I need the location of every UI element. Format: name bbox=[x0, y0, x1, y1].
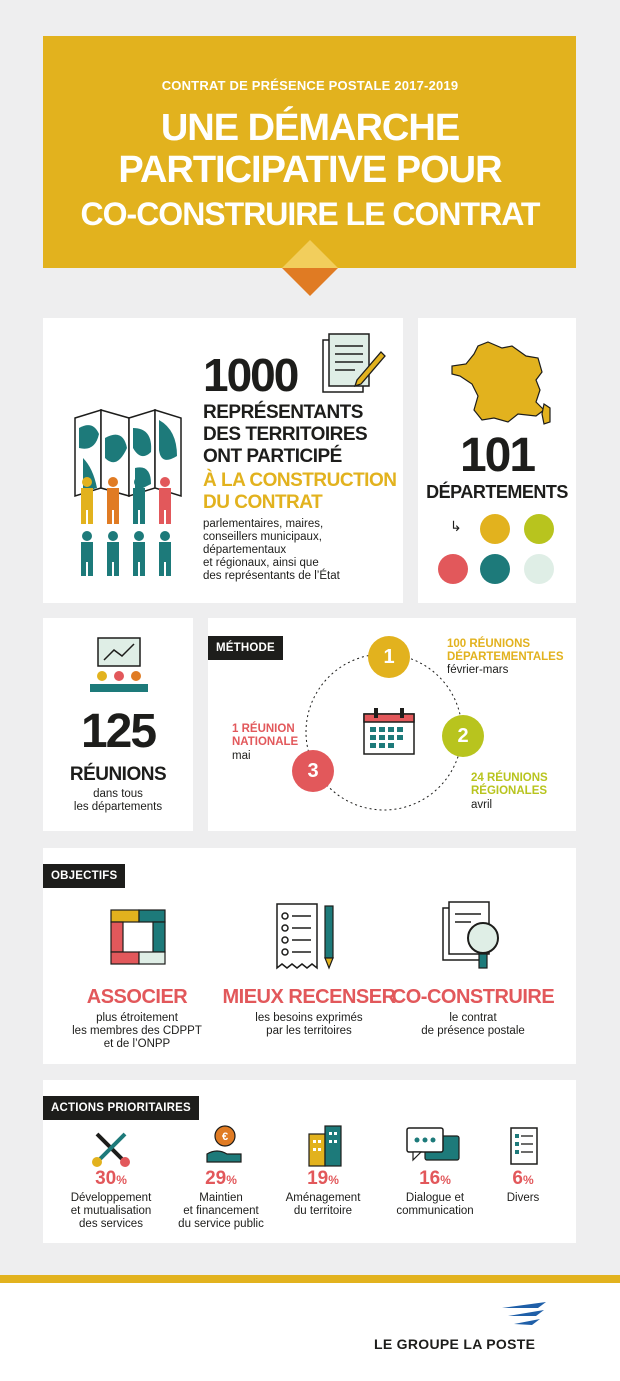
step2-title2: RÉGIONALES bbox=[471, 785, 548, 797]
action5-label1: Divers bbox=[506, 1192, 540, 1204]
reunions-count: 125 bbox=[80, 705, 156, 758]
step1-when: février-mars bbox=[447, 664, 509, 676]
reunion-icon bbox=[480, 554, 510, 584]
action2-number: 29 bbox=[205, 1168, 227, 1189]
action1-label2: et mutualisation bbox=[70, 1205, 152, 1217]
header-title-line1: UNE DÉMARCHE bbox=[160, 107, 460, 149]
representatives-line2: DES TERRITOIRES bbox=[203, 424, 368, 445]
hands-icon bbox=[105, 904, 171, 970]
objectif1-title: ASSOCIER bbox=[86, 986, 188, 1008]
objectif3-desc2: de présence postale bbox=[421, 1025, 525, 1037]
action3-number: 19 bbox=[307, 1168, 329, 1189]
action1-label3: des services bbox=[79, 1218, 143, 1230]
martinique-icon bbox=[524, 514, 554, 544]
departements-arrow: ↳ bbox=[450, 518, 462, 534]
guadeloupe-icon bbox=[480, 514, 510, 544]
euro-hand-icon bbox=[205, 1124, 245, 1168]
representatives-count: 1000 bbox=[203, 349, 298, 401]
objectif2-title: MIEUX RECENSER bbox=[222, 986, 396, 1008]
footer-brand: LE GROUPE LA POSTE bbox=[374, 1336, 536, 1352]
representatives-card bbox=[43, 318, 403, 603]
step3-title2: NATIONALE bbox=[232, 736, 299, 748]
step1-title1: 100 RÉUNIONS bbox=[447, 638, 531, 650]
objectif3-desc1: le contrat bbox=[449, 1012, 497, 1024]
reunions-detail1: dans tous bbox=[93, 788, 143, 800]
step3-when: mai bbox=[232, 750, 251, 762]
header-kicker: CONTRAT DE PRÉSENCE POSTALE 2017-2019 bbox=[161, 78, 459, 93]
objectif1-desc2: les membres des CDPPT bbox=[72, 1025, 202, 1037]
list-icon bbox=[509, 1126, 539, 1168]
chat-bubbles-icon bbox=[405, 1126, 463, 1168]
action5-unit: % bbox=[522, 1173, 534, 1187]
departements-count: 101 bbox=[459, 429, 535, 482]
actions-card bbox=[43, 1080, 576, 1243]
objectifs-card bbox=[43, 848, 576, 1064]
action1-unit: % bbox=[116, 1173, 127, 1187]
checklist-pencil-icon bbox=[275, 902, 341, 972]
action2-value bbox=[171, 1168, 271, 1190]
mayotte-icon bbox=[524, 554, 554, 584]
step2-title1: 24 RÉUNIONS bbox=[471, 772, 548, 784]
representatives-detail5: des représentants de l’État bbox=[203, 570, 340, 582]
action3-label2: du territoire bbox=[293, 1205, 353, 1217]
objectif2-desc2: par les territoires bbox=[266, 1025, 352, 1037]
footer-bar bbox=[0, 1275, 620, 1283]
action2-label3: du service public bbox=[178, 1218, 264, 1230]
objectif2-desc1: les besoins exprimés bbox=[255, 1012, 363, 1024]
action4-label2: communication bbox=[396, 1205, 474, 1217]
guyane-icon bbox=[438, 554, 468, 584]
header-title-line2: PARTICIPATIVE POUR bbox=[118, 149, 502, 191]
france-map-icon bbox=[448, 338, 558, 438]
representatives-highlight2: DU CONTRAT bbox=[203, 492, 323, 513]
svg-text:€: € bbox=[221, 1131, 229, 1143]
action4-label1: Dialogue et bbox=[405, 1192, 465, 1204]
action4-number: 16 bbox=[419, 1168, 441, 1189]
reunions-label: RÉUNIONS bbox=[69, 764, 167, 785]
action1-number: 30 bbox=[95, 1168, 117, 1189]
action2-unit: % bbox=[226, 1173, 237, 1187]
objectif3-title: CO-CONSTRUIRE bbox=[391, 986, 555, 1008]
action2-label2: et financement bbox=[183, 1205, 259, 1217]
action5-number: 6 bbox=[512, 1168, 523, 1189]
header-arrow-top bbox=[282, 240, 338, 268]
step1-title2: DÉPARTEMENTALES bbox=[447, 651, 564, 663]
methode-tag: MÉTHODE bbox=[208, 636, 283, 660]
departements-label: DÉPARTEMENTS bbox=[426, 482, 568, 502]
calendar-icon bbox=[362, 708, 416, 756]
action3-label1: Aménagement bbox=[285, 1192, 361, 1204]
action3-unit: % bbox=[328, 1173, 339, 1187]
action1-label1: Développement bbox=[70, 1192, 152, 1204]
buildings-icon bbox=[305, 1124, 345, 1168]
step2-when: avril bbox=[471, 799, 493, 811]
representatives-detail3: départementaux bbox=[203, 544, 287, 556]
departements-card bbox=[418, 318, 576, 603]
step2-badge: 2 bbox=[442, 715, 484, 757]
objectif1-desc3: et de l’ONPP bbox=[103, 1038, 171, 1050]
header-title-line3: CO-CONSTRUIRE LE CONTRAT bbox=[80, 196, 540, 232]
actions-tag: ACTIONS PRIORITAIRES bbox=[43, 1096, 199, 1120]
representatives-line1: REPRÉSENTANTS bbox=[203, 402, 363, 423]
reunions-detail2: les départements bbox=[73, 801, 163, 813]
methode-card bbox=[208, 618, 576, 831]
representatives-line3: ONT PARTICIPÉ bbox=[203, 446, 342, 467]
reunions-card bbox=[43, 618, 193, 831]
representatives-highlight1: À LA CONSTRUCTION bbox=[203, 470, 397, 491]
representatives-detail4: et régionaux, ainsi que bbox=[203, 557, 319, 569]
action2-label1: Maintien bbox=[199, 1192, 243, 1204]
objectif1-desc1: plus étroitement bbox=[96, 1012, 178, 1024]
action4-unit: % bbox=[440, 1173, 451, 1187]
step3-badge: 3 bbox=[292, 750, 334, 792]
la-poste-logo-icon bbox=[500, 1300, 550, 1328]
representatives-detail2: conseillers municipaux, bbox=[203, 531, 322, 543]
representatives-detail1: parlementaires, maires, bbox=[203, 518, 324, 530]
action4-value bbox=[385, 1168, 485, 1190]
document-magnifier-icon bbox=[441, 900, 507, 972]
header-arrow-icon bbox=[282, 268, 338, 296]
action3-value bbox=[273, 1168, 373, 1190]
document-pen-icon bbox=[321, 332, 387, 398]
action5-value bbox=[483, 1168, 563, 1190]
objectifs-tag: OBJECTIFS bbox=[43, 864, 125, 888]
people-map-icon bbox=[73, 408, 188, 578]
step1-badge: 1 bbox=[368, 636, 410, 678]
step3-title1: 1 RÉUNION bbox=[232, 723, 295, 735]
meeting-icon bbox=[88, 636, 150, 696]
tools-icon bbox=[91, 1128, 131, 1168]
action1-value bbox=[61, 1168, 161, 1190]
